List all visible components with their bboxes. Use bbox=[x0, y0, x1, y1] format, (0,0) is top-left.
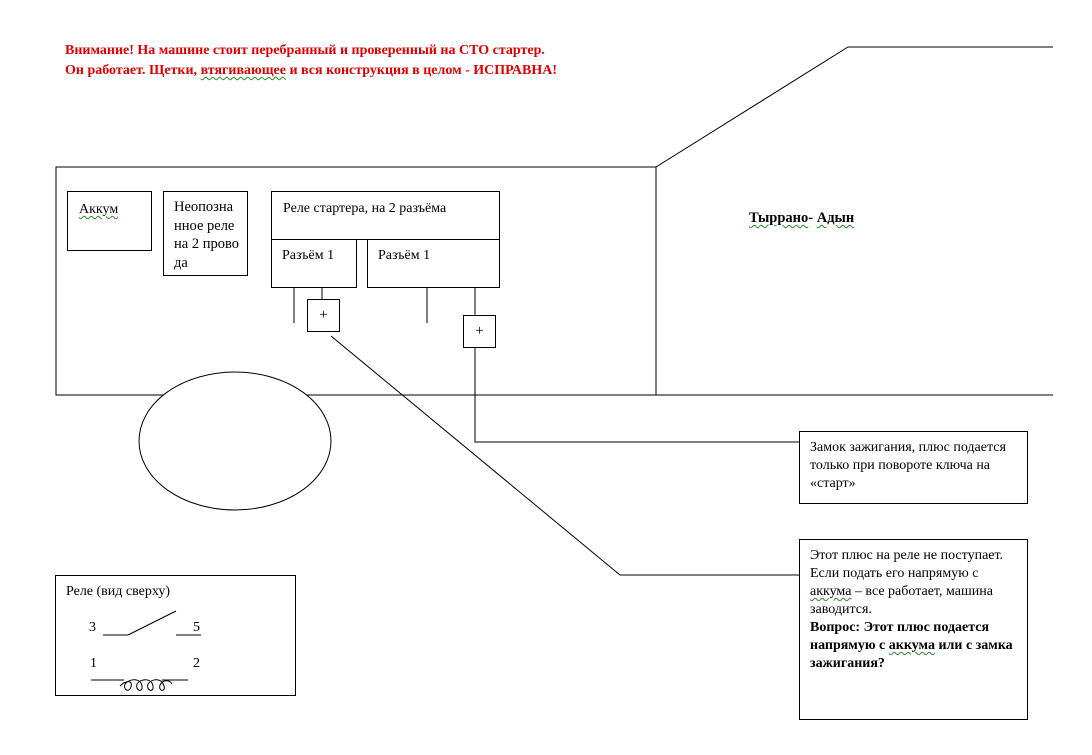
battery-box bbox=[67, 191, 152, 251]
relay-pin-2: 2 bbox=[193, 656, 200, 671]
car-label-part1: Тыррано bbox=[749, 210, 809, 226]
connector1-box bbox=[271, 239, 357, 288]
car-label-mid: - bbox=[808, 210, 817, 226]
ignition-note-text: Замок зажигания, плюс подается только при повороте ключа на «старт» bbox=[810, 440, 1006, 491]
ignition-note-box bbox=[799, 431, 1028, 504]
question-note-p1-end: – все работает, машина заводится. bbox=[810, 584, 993, 617]
relay-pin-3: 3 bbox=[89, 620, 96, 635]
warning-line-1: Внимание! На машине стоит перебранный и проверенный на СТО стартер. bbox=[65, 43, 545, 58]
question-note-box bbox=[799, 539, 1028, 720]
connector2-label: Разъём 1 bbox=[378, 248, 431, 263]
question-note-p1-start: Этот плюс на реле не поступает. Если подать его напрямую с bbox=[810, 548, 1004, 581]
warning-line-2-end: и вся конструкция в целом - ИСПРАВНА! bbox=[285, 63, 558, 78]
starter-relay-box bbox=[271, 191, 500, 240]
connector2-box bbox=[367, 239, 500, 288]
plus-terminal-2: + bbox=[463, 315, 496, 348]
warning-line-2-start: Он работает. Щетки, bbox=[65, 63, 201, 78]
car-label-part2: Адын bbox=[816, 210, 855, 226]
battery-label: Аккум bbox=[79, 202, 119, 217]
question-note-q-end: или с замка зажигания? bbox=[810, 638, 1013, 671]
relay-top-view-title: Реле (вид сверху) bbox=[66, 584, 170, 599]
connector1-label: Разъём 1 bbox=[282, 248, 335, 263]
car-label bbox=[749, 209, 854, 228]
question-note-q-squiggle: аккума bbox=[888, 638, 935, 653]
warning-line-2-squiggle: втягивающее bbox=[200, 63, 286, 78]
unknown-relay-label: Неопознанное реле на 2 провода bbox=[174, 199, 239, 271]
unknown-relay-box bbox=[163, 191, 248, 276]
relay-pin-1: 1 bbox=[90, 656, 97, 671]
starter-relay-title: Реле стартера, на 2 разъёма bbox=[283, 201, 447, 216]
warning-line-2 bbox=[65, 61, 557, 81]
question-note-paragraph bbox=[810, 547, 1021, 619]
relay-pin-5: 5 bbox=[193, 620, 200, 635]
question-note-q-start: Вопрос: Этот плюс подается напрямую с bbox=[810, 620, 990, 653]
plus-terminal-1: + bbox=[307, 299, 340, 332]
question-note-question bbox=[810, 619, 1021, 673]
question-note-p1-squiggle: аккума bbox=[810, 584, 852, 599]
question-pointer bbox=[331, 336, 799, 575]
warning-text bbox=[65, 41, 557, 81]
wheel bbox=[139, 372, 331, 510]
